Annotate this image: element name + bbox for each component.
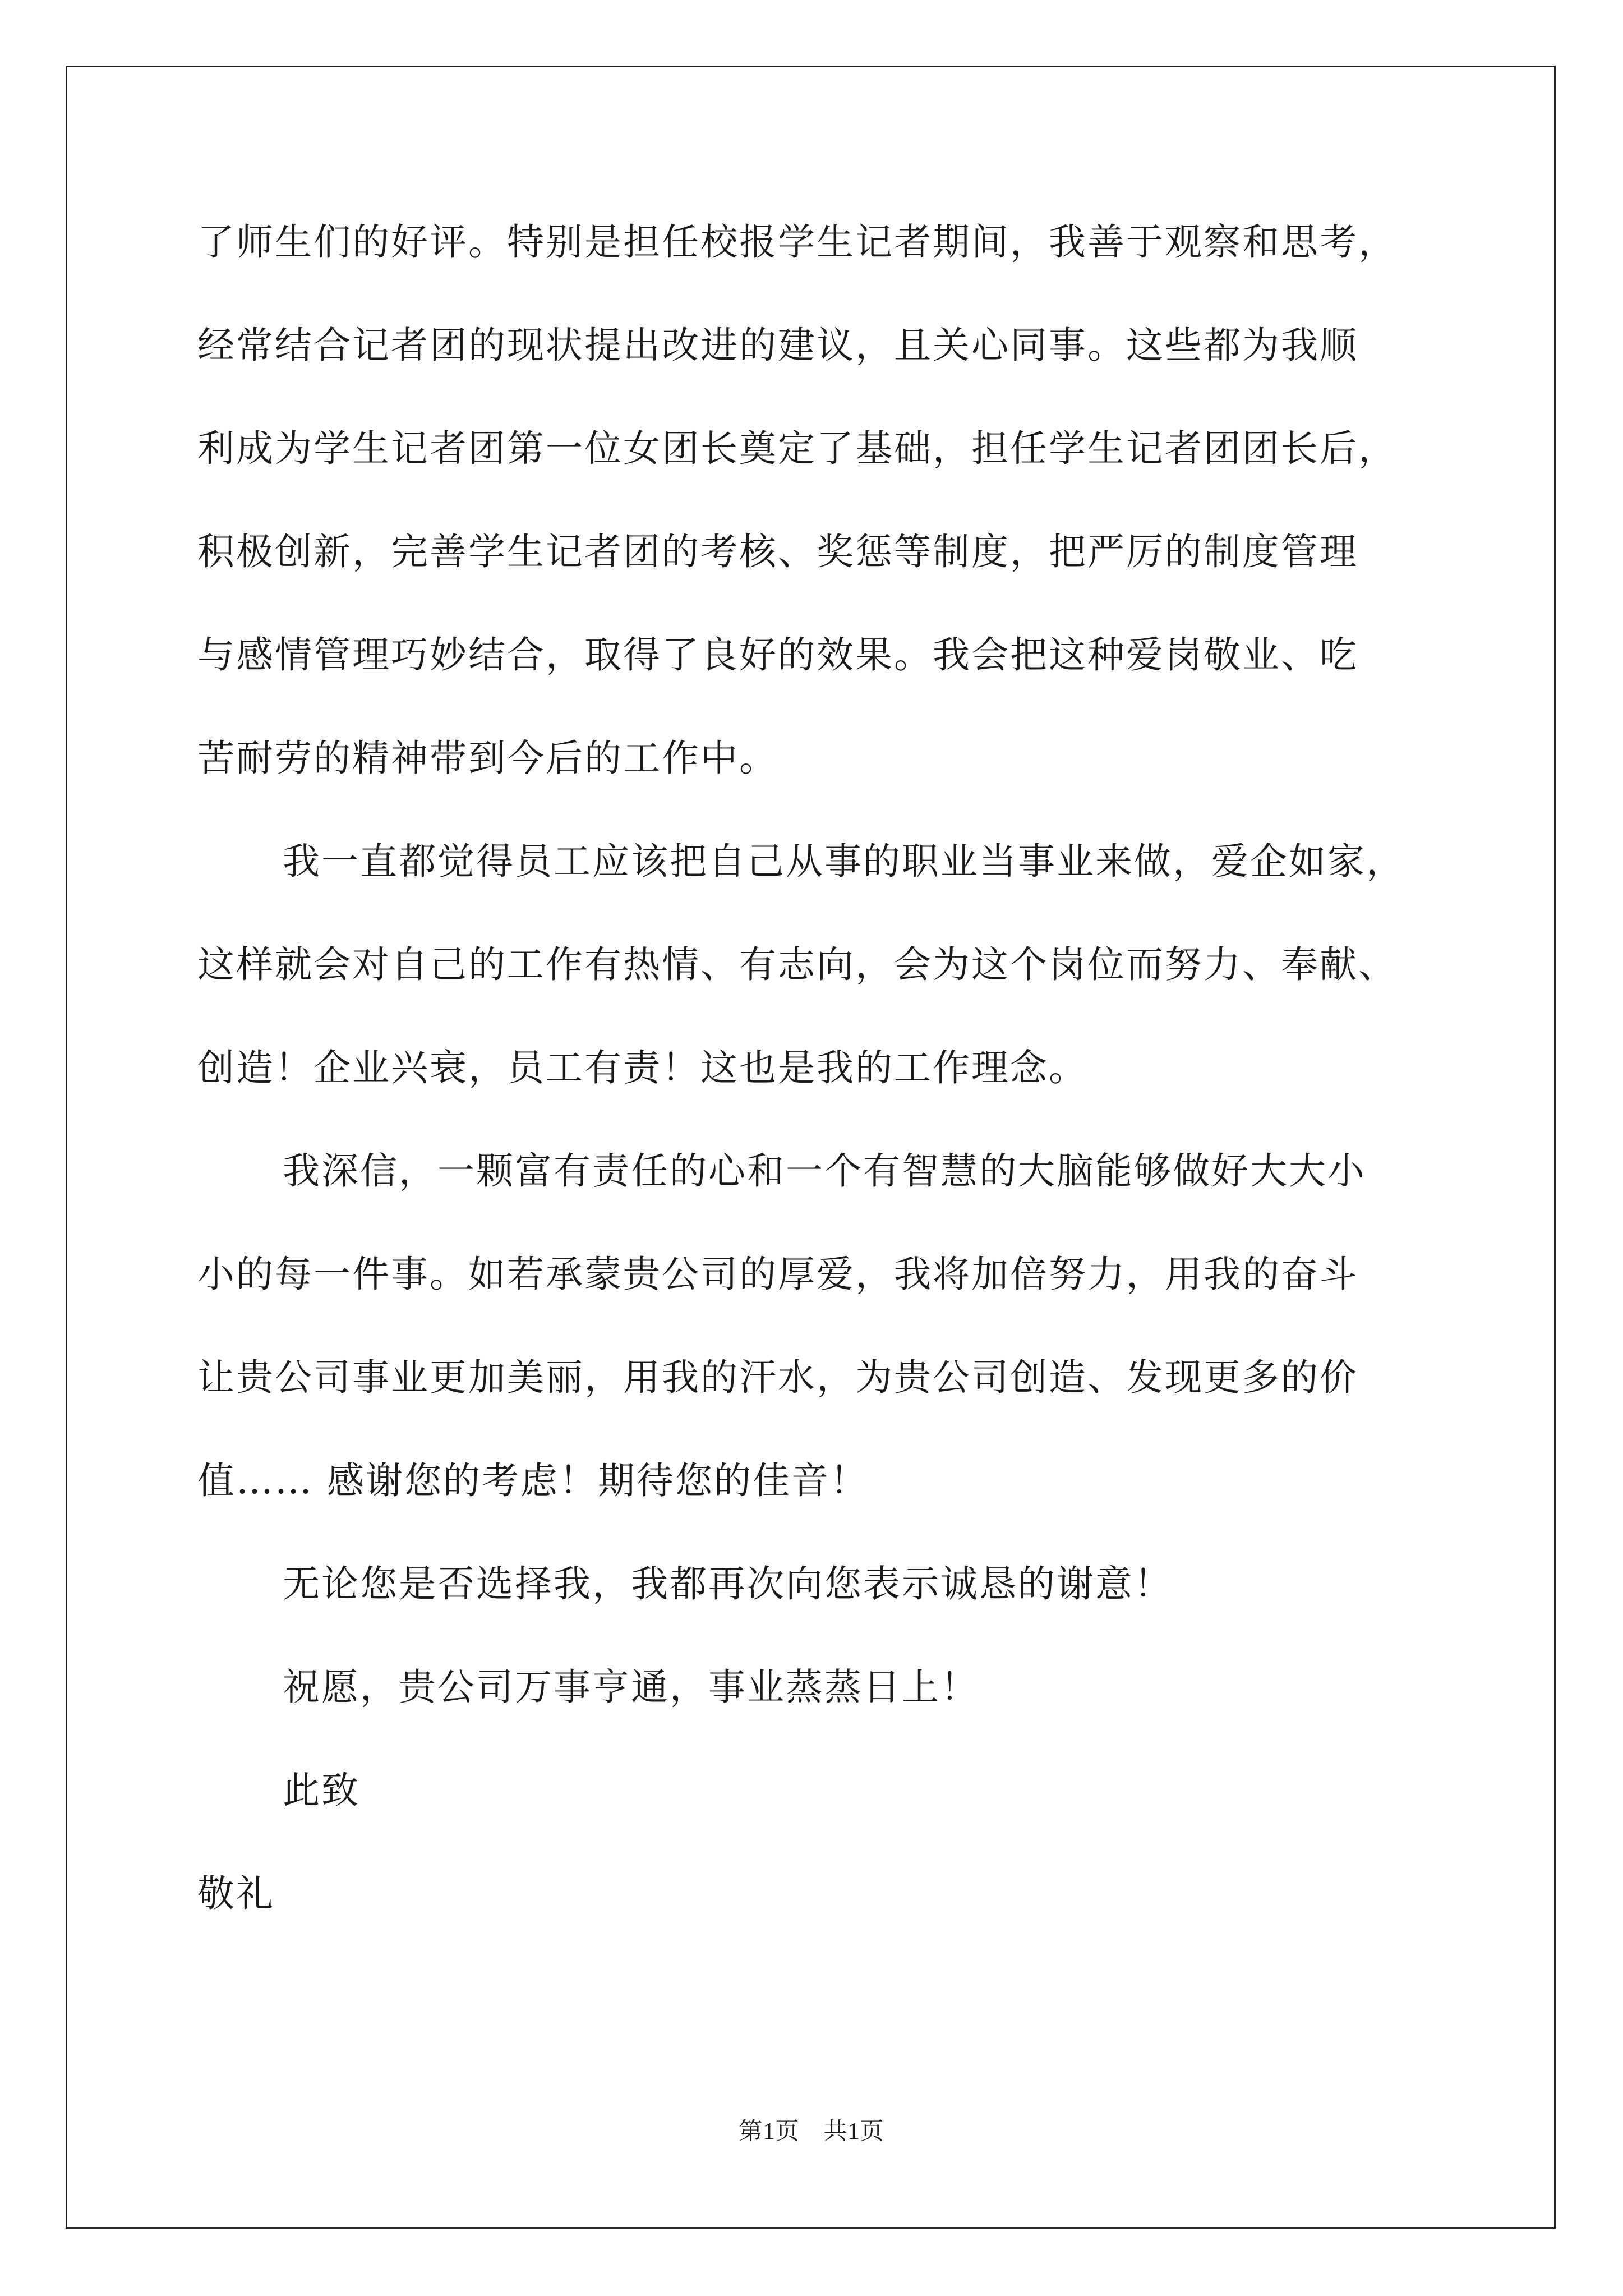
letter-body (197, 191, 1454, 1945)
text-line: 值…… 感谢您的考虑！期待您的佳音！ (197, 1459, 869, 1502)
closing-line: 此致 (283, 1769, 360, 1812)
text-line: 我一直都觉得员工应该把自己从事的职业当事业来做，爱企如家， (283, 840, 1405, 883)
text-line: 积极创新，完善学生记者团的考核、奖惩等制度，把严厉的制度管理 (197, 530, 1358, 573)
text-line: 利成为学生记者团第一位女团长奠定了基础，担任学生记者团团长后， (197, 427, 1397, 470)
text-line: 小的每一件事。如若承蒙贵公司的厚爱，我将加倍努力，用我的奋斗 (197, 1253, 1358, 1296)
salutation-line: 敬礼 (197, 1872, 275, 1915)
text-line: 让贵公司事业更加美丽，用我的汗水，为贵公司创造、发现更多的价 (197, 1356, 1358, 1399)
text-line: 与感情管理巧妙结合，取得了良好的效果。我会把这种爱岗敬业、吃 (197, 633, 1358, 677)
text-line: 无论您是否选择我，我都再次向您表示诚恳的谢意！ (283, 1562, 1173, 1605)
text-line: 这样就会对自己的工作有热情、有志向，会为这个岗位而努力、奉献、 (197, 943, 1397, 986)
page-number: 第1页 共1页 (739, 2119, 884, 2145)
text-line: 我深信，一颗富有责任的心和一个有智慧的大脑能够做好大大小 (283, 1149, 1366, 1193)
text-line: 创造！企业兴衰，员工有责！这也是我的工作理念。 (197, 1046, 1087, 1089)
text-line: 经常结合记者团的现状提出改进的建议，且关心同事。这些都为我顺 (197, 324, 1358, 367)
text-line: 苦耐劳的精神带到今后的工作中。 (197, 737, 778, 780)
text-line: 了师生们的好评。特别是担任校报学生记者期间，我善于观察和思考， (197, 220, 1397, 264)
text-line: 祝愿，贵公司万事亨通，事业蒸蒸日上！ (283, 1665, 979, 1709)
